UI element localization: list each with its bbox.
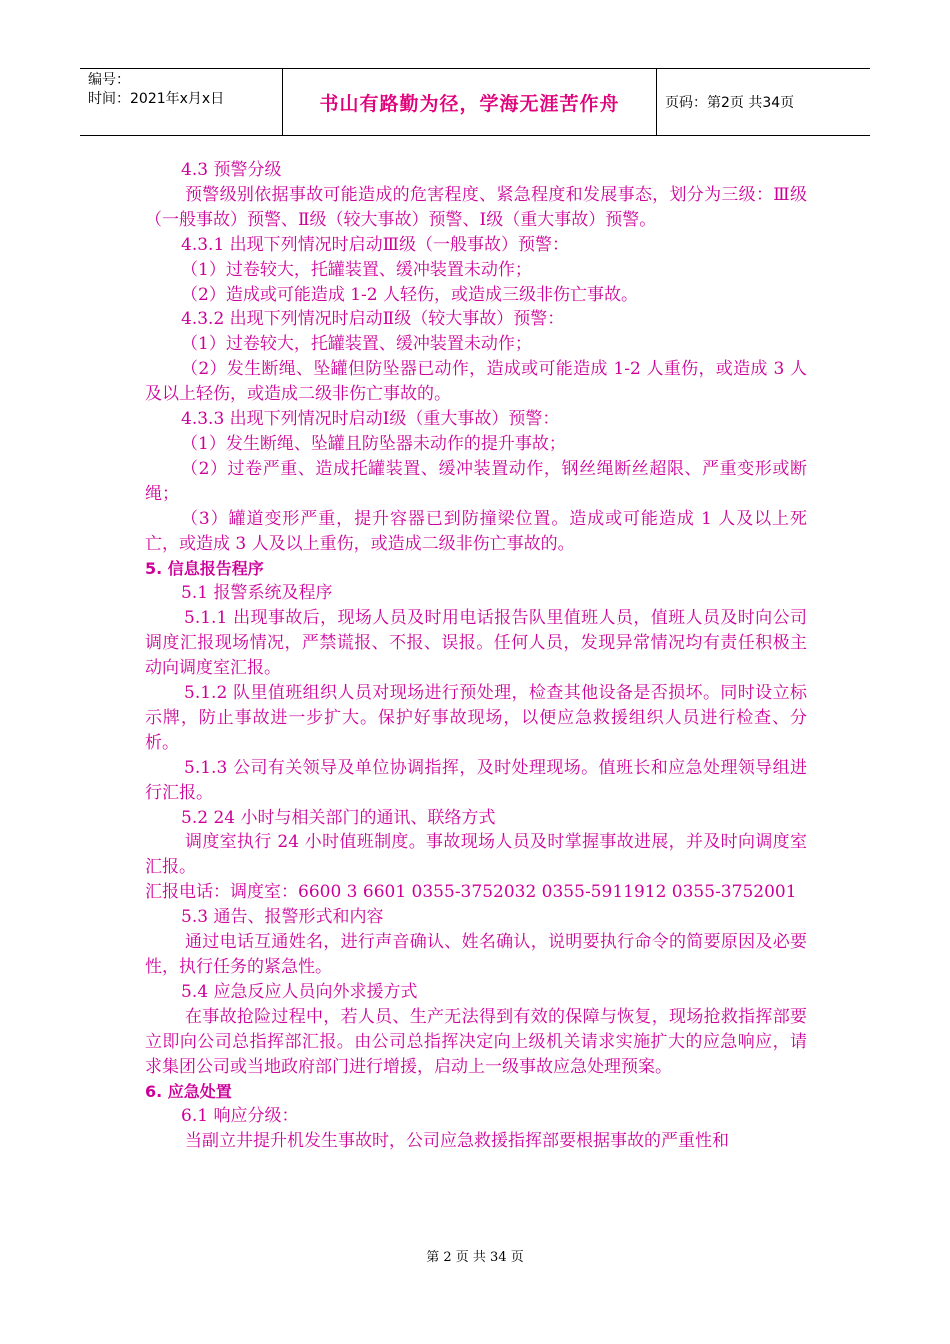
body-paragraph: 5.3 通告、报警形式和内容 bbox=[181, 907, 384, 928]
section-heading: 5. 信息报告程序 bbox=[145, 558, 264, 578]
body-paragraph: 5.1.1 出现事故后，现场人员及时用电话报告队里值班人员，值班人员及时向公司调度汇报现场情况，严禁谎报、不报、误报。任何人员，发现异常情况均有责任积极主动向调度室汇报。 bbox=[145, 608, 807, 679]
body-paragraph: 调度室执行 24 小时值班制度。事故现场人员及时掌握事故进展，并及时向调度室汇报。 bbox=[145, 832, 807, 878]
body-paragraph: 4.3.1 出现下列情况时启动Ⅲ级（一般事故）预警： bbox=[181, 234, 570, 255]
body-paragraph: 5.1.2 队里值班组织人员对现场进行预处理，检查其他设备是否损坏。同时设立标示牌，防止事故进一步扩大。保护好事故现场，以便应急救援组织人员进行检查、分析。 bbox=[145, 683, 807, 753]
document-body bbox=[145, 158, 807, 1154]
body-paragraph: 5.1 报警系统及程序 bbox=[181, 583, 333, 604]
body-paragraph: 6.1 响应分级： bbox=[181, 1106, 299, 1127]
document-date-label: 时间：2021年x月x日 bbox=[88, 91, 225, 107]
body-paragraph: 预警级别依据事故可能造成的危害程度、紧急程度和发展事态，划分为三级：Ⅲ级（一般事故）预警、Ⅱ级（较大事故）预警、Ⅰ级（重大事故）预警。 bbox=[145, 184, 807, 230]
body-paragraph: 5.1.3 公司有关领导及单位协调指挥，及时处理现场。值班长和应急处理领导组进行汇报。 bbox=[145, 757, 807, 803]
body-paragraph: （3）罐道变形严重，提升容器已到防撞梁位置。造成或可能造成 1 人及以上死亡，或造成 3 人及以上重伤，或造成二级非伤亡事故的。 bbox=[145, 508, 807, 554]
body-paragraph: 在事故抢险过程中，若人员、生产无法得到有效的保障与恢复，现场抢救指挥部要立即向公司总指挥部汇报。由公司总指挥决定向上级机关请求实施扩大的应急响应，请求集团公司或当地政府部门进行增援，启动上一级事故应急处理预案。 bbox=[145, 1006, 807, 1077]
body-paragraph: 5.4 应急反应人员向外求援方式 bbox=[181, 981, 418, 1002]
body-paragraph: （2）过卷严重、造成托罐装置、缓冲装置动作，钢丝绳断丝超限、严重变形或断绳； bbox=[145, 458, 807, 504]
section-heading: 6. 应急处置 bbox=[145, 1081, 232, 1101]
body-paragraph: 5.2 24 小时与相关部门的通讯、联络方式 bbox=[181, 807, 496, 828]
body-paragraph: 4.3.3 出现下列情况时启动Ⅰ级（重大事故）预警： bbox=[181, 409, 560, 430]
header-motto: 书山有路勤为径，学海无涯苦作舟 bbox=[283, 69, 657, 135]
body-paragraph: （2）造成或可能造成 1-2 人轻伤，或造成三级非伤亡事故。 bbox=[181, 284, 638, 305]
header-meta bbox=[80, 69, 283, 135]
body-paragraph: （2）发生断绳、坠罐但防坠器已动作，造成或可能造成 1-2 人重伤，或造成 3 人及以上轻伤，或造成二级非伤亡事故的。 bbox=[145, 359, 807, 405]
body-paragraph: 通过电话互通姓名，进行声音确认、姓名确认，说明要执行命令的简要原因及必要性，执行任务的紧急性。 bbox=[145, 932, 807, 977]
body-paragraph: 汇报电话：调度室：6600 3 6601 0355-3752032 0355-5911912 0355-3752001 bbox=[145, 882, 797, 903]
header-table bbox=[80, 68, 870, 136]
body-paragraph: （1）发生断绳、坠罐且防坠器未动作的提升事故； bbox=[181, 433, 566, 454]
document-number-label: 编号： bbox=[88, 72, 130, 88]
header-page-info: 页码：第2页 共34页 bbox=[665, 95, 795, 111]
body-paragraph: （1）过卷较大，托罐装置、缓冲装置未动作； bbox=[181, 334, 532, 355]
body-paragraph: （1）过卷较大，托罐装置、缓冲装置未动作； bbox=[181, 259, 532, 280]
body-paragraph: 4.3 预警分级 bbox=[181, 160, 282, 180]
body-paragraph: 当副立井提升机发生事故时，公司应急救援指挥部要根据事故的严重性和 bbox=[185, 1131, 729, 1152]
page-footer: 第 2 页 共 34 页 bbox=[426, 1250, 524, 1265]
body-paragraph: 4.3.2 出现下列情况时启动Ⅱ级（较大事故）预警： bbox=[181, 309, 565, 330]
